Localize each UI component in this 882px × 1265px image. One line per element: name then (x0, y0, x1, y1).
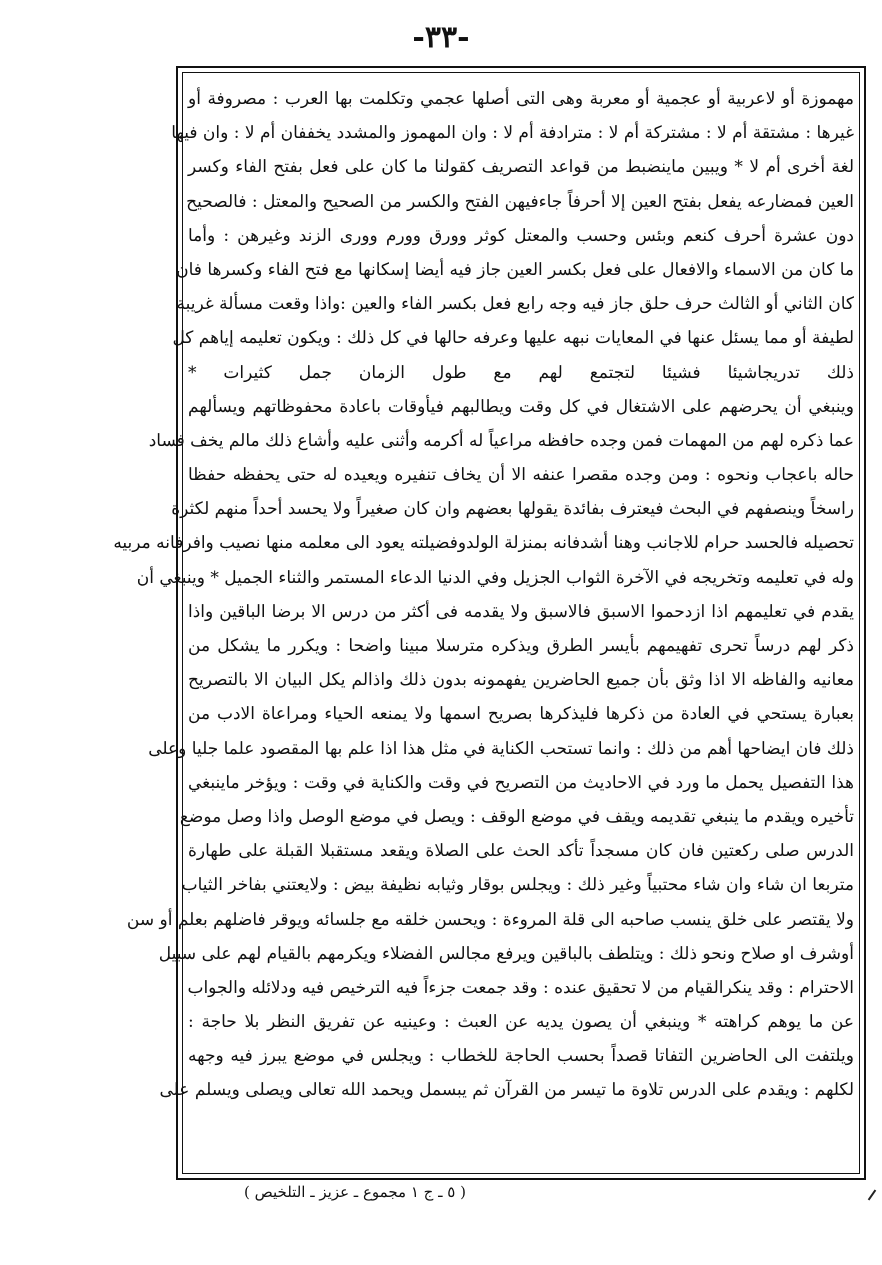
text-line: هذا التفصيل يحمل ما ورد في الاحاديث من التصريح في وقت والكناية في وقت : ويؤخر ماينبغي (188, 772, 854, 793)
text-line: معانيه والفاظه الا اذا وثق بأن جميع الحاضرين يفهمونه بدون ذلك واذالم يكل البيان الا بالتصريح (188, 670, 854, 691)
text-line: تأخيره ويقدم ما ينبغي تقديمه ويقف في موضع الوقف : ويصل في موضع الوصل واذا وصل موضع (179, 806, 854, 827)
text-line: مهموزة أو لاعربية أو عجمية أو معربة وهى التى أصلها عجمي وتكلمت بها العرب : مصروفة أو (188, 89, 854, 109)
text-line: أوشرف او صلاح ونحو ذلك : ويتلطف بالباقين ويرفع مجالس الفضلاء ويكرمهم بالقيام لهم على سبيل (158, 943, 854, 964)
text-line: الاحترام : وقد ينكرالقيام من لا تحقيق عنده : وقد جمعت جزءاً فيه الترخيص فيه ودلائله والجواب (187, 977, 854, 998)
text-line: العين فمضارعه يفعل بفتح العين إلا أحرفاً جاءفيهن الفتح والكسر من الصحيح والمعتل : فالصحيح (186, 191, 854, 212)
text-line: لطيفة أو مما يسئل عنها في المعايات نبهه عليها وعرفه حالها في كل ذلك : ويكون تعليمه إياهم كل (172, 328, 854, 349)
text-line: تحصيله فالحسد حرام للاجانب وهنا أشدفانه بمنزلة الولدوفضيلته يعود الى معلمه منها نصيب وافرفانه مربيه (113, 533, 854, 554)
text-line: بعبارة يستحي في العادة من ذكرها فليذكرها بصريح اسمها ولا يمنعه الحياء ومراعاة الادب من (188, 704, 854, 725)
text-body (113, 82, 854, 1170)
text-line: عن ما يوهم كراهته * وينبغي أن يصون يديه عن العبث : وعينيه عن تفريق النظر بلا حاجة : (188, 1012, 854, 1033)
text-line: ويلتفت الى الحاضرين التفاتا قصداً بحسب الحاجة للخطاب : ويجلس في موضع يبرز فيه وجهه (188, 1046, 854, 1067)
text-line: حاله باعجاب ونحوه : ومن وجده مقصرا عنفه الا أن يخاف تنفيره ويعيده له حتى يحفظه حفظا (188, 465, 854, 486)
text-line: ذكر لهم درساً تحرى تفهيمهم بأيسر الطرق ويذكره مترسلا مبينا واضحا : ويكرر ما يشكل من (188, 636, 854, 656)
text-line: لغة أخرى أم لا * ويبين ماينضبط من قواعد التصريف كقولنا ما كان على فعل بفتح الفاء وكسر (188, 157, 854, 178)
text-line: الدرس صلى ركعتين فان كان مسجداً تأكد الحث على الصلاة ويقعد مستقبلا القبلة على طهارة (188, 841, 854, 862)
text-line: كان الثاني أو الثالث حرف حلق جاز فيه وجه رابع فعل بكسر الفاء والعين :واذا وقعت مسألة غريبة (176, 294, 854, 315)
text-line: يقدم في تعليمهم اذا ازدحموا الاسبق فالاسبق ولا يقدمه فى أكثر من درس الا برضا الباقين واذا (188, 601, 854, 622)
text-line: ما كان من الاسماء والافعال على فعل بكسر العين جاز فيه أيضا إسكانها مع فتح الفاء وكسرها فان (176, 259, 854, 280)
page-number: -٣٣- (412, 20, 470, 55)
text-line: دون عشرة أحرف كنعم وبئس وحسب والمعتل كوثر وورق وورم وورى الزند وغيرهن : وأما (188, 225, 854, 246)
text-line: غيرها : مشتقة أم لا : مشتركة أم لا : مترادفة أم لا : وان المهموز والمشدد يخففان أم لا : وان فيها (171, 123, 854, 144)
text-line: متربعا ان شاء وان شاء محتبياً وغير ذلك : ويجلس بوقار وثيابه نظيفة بيض : ولايعتني بفاخر الثياب (181, 875, 854, 896)
text-line: ذلك تدريجاشيئا فشيئا لتجتمع لهم مع طول الزمان جمل كثيرات * (188, 362, 854, 383)
text-line: لكلهم : ويقدم على الدرس تلاوة ما تيسر من القرآن ثم يبسمل ويحمد الله تعالى ويصلى ويسلم على (159, 1080, 854, 1101)
text-line: ولا يقتصر على خلق ينسب صاحبه الى قلة المروءة : ويحسن خلقه مع جلسائه ويوقر فاضلهم بعلم أو سن (126, 909, 854, 930)
text-line: وله في تعليمه وتخريجه في الآخرة الثواب الجزيل وفي الدنيا الدعاء المستمر والثناء الجميل * وينبغي أن (136, 567, 854, 588)
text-line: وينبغي أن يحرضهم على الاشتغال في كل وقت ويطالبهم فيأوقات باعادة محفوظاتهم ويسألهم (188, 396, 854, 417)
text-line: عما ذكره لهم من المهمات فمن وجده حافظه مراعياً له أكرمه وأثنى عليه وأشاع ذلك مالم يخف فساد (148, 430, 854, 451)
text-line: راسخاً وينصفهم في البحث فيعترف بفائدة يقولها بعضهم وان كان صغيراً ولا يحسد أحداً منهم لكثرة (171, 499, 854, 520)
text-line: ذلك فان ايضاحها أهم من ذلك : وانما تستحب الكناية في مثل هذا اذا علم بها المقصود علما جليا وعلى (148, 738, 854, 759)
margin-pen-mark (868, 1190, 877, 1201)
footer-signature: ( ٥ ـ ج ١ مجموع ـ عزيز ـ التلخيص ) (244, 1183, 466, 1201)
